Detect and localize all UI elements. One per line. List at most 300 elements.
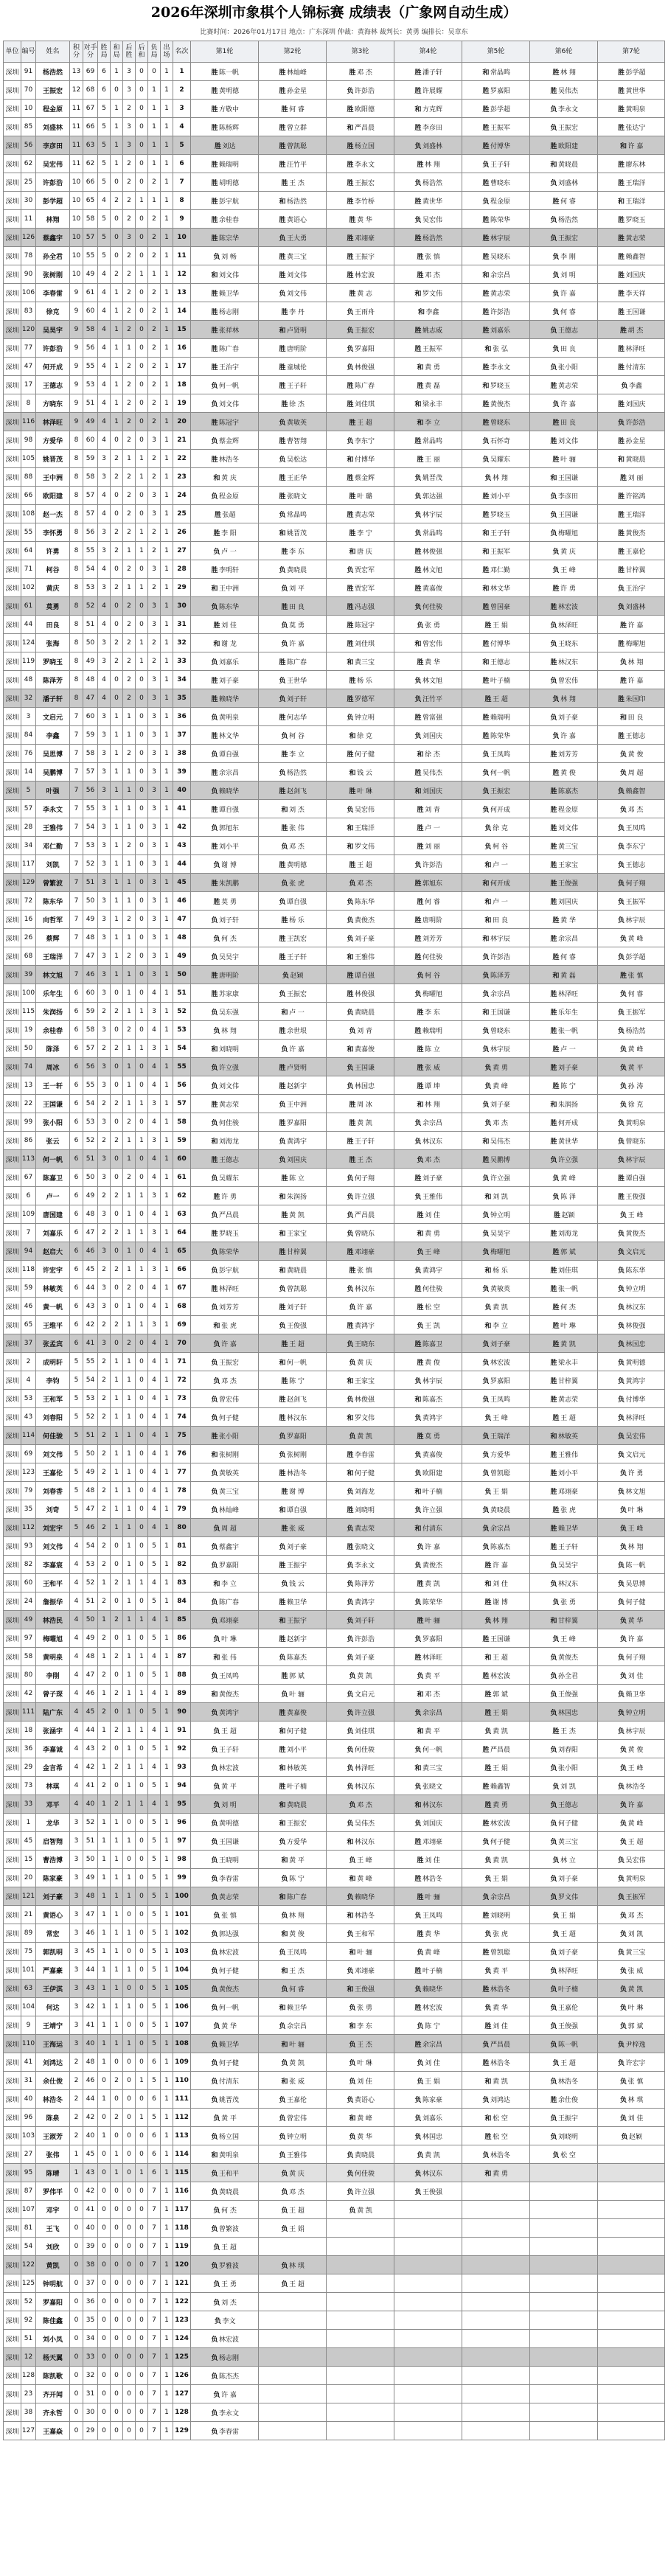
player-name: 王瑞洋 — [36, 947, 70, 966]
black-draws-cell: 0 — [136, 136, 148, 155]
round-outcome: 胜 — [279, 714, 286, 722]
round-opponent: 黄晓晨 — [286, 1267, 307, 1275]
round-result-cell — [530, 1795, 598, 1814]
rank-cell: 69 — [173, 1316, 191, 1334]
round-opponent: 曾晓东 — [625, 1138, 646, 1146]
round-result-cell — [327, 2293, 394, 2311]
round-opponent: 王瑞洋 — [490, 1433, 510, 1441]
number-cell: 37 — [21, 1334, 36, 1353]
round-result-cell — [327, 1261, 394, 1279]
opponent-score-cell: 47 — [83, 1666, 98, 1685]
table-row — [4, 800, 665, 818]
wins-cell: 2 — [98, 1261, 111, 1279]
number-cell: 14 — [21, 763, 36, 781]
round-outcome: 胜 — [347, 198, 354, 206]
round-result-cell — [191, 1427, 259, 1445]
round-outcome: 和 — [281, 1009, 288, 1017]
round-opponent: 付博华 — [354, 456, 375, 464]
round-outcome: 胜 — [349, 419, 356, 427]
round-result-cell — [394, 1648, 462, 1666]
round-opponent: 王 丽 — [425, 456, 440, 464]
round-opponent: 曾立群 — [286, 124, 307, 132]
round-result-cell — [462, 1113, 530, 1132]
played-cell: 1 — [161, 1040, 173, 1058]
player-name: 罗晓玉 — [36, 652, 70, 671]
round-opponent: 刘 佳 — [357, 2078, 372, 2086]
round-outcome: 胜 — [550, 1396, 557, 1404]
round-opponent: 林宏波 — [422, 2004, 442, 2012]
round-result-cell — [462, 2238, 530, 2256]
round-outcome: 负 — [211, 2078, 218, 2086]
round-outcome: 胜 — [347, 474, 354, 482]
round-opponent: 王晓东 — [557, 640, 578, 648]
round-opponent: 余宗昌 — [490, 271, 510, 279]
rank-cell: 113 — [173, 2127, 191, 2145]
round-opponent: 叶子楠 — [422, 1488, 442, 1496]
losses-cell: 7 — [148, 2182, 161, 2201]
player-name: 乐年生 — [36, 984, 70, 1003]
round-result-cell — [462, 1040, 530, 1058]
round-outcome: 胜 — [617, 179, 624, 187]
round-result-cell — [598, 726, 665, 745]
round-outcome: 负 — [552, 1174, 560, 1183]
round-opponent: 许 嘉 — [289, 1045, 305, 1054]
black-wins-cell: 2 — [123, 247, 136, 265]
round-result-cell — [598, 1758, 665, 1777]
round-opponent: 何子健 — [218, 1414, 239, 1422]
round-opponent: 赵新宇 — [286, 1082, 307, 1090]
round-result-cell — [462, 1666, 530, 1685]
round-opponent: 蔡金辉 — [354, 474, 375, 482]
round-opponent: 许立强 — [422, 1506, 442, 1514]
opponent-score-cell: 43 — [83, 1298, 98, 1316]
round-result-cell — [394, 1795, 462, 1814]
wins-cell: 4 — [98, 394, 111, 413]
column-header: 积分 — [70, 41, 83, 63]
round-outcome: 负 — [552, 1193, 560, 1201]
round-outcome: 负 — [279, 1838, 286, 1846]
black-draws-cell: 0 — [136, 321, 148, 339]
number-cell: 34 — [21, 837, 36, 855]
round-outcome: 胜 — [347, 382, 354, 390]
rank-cell: 10 — [173, 229, 191, 247]
round-outcome: 和 — [417, 363, 424, 372]
black-draws-cell: 1 — [136, 1132, 148, 1150]
round-result-cell — [462, 1242, 530, 1261]
round-result-cell — [327, 1851, 394, 1869]
round-opponent: 郭 斌 — [493, 1691, 508, 1699]
round-outcome: 胜 — [279, 1064, 286, 1072]
draws-cell: 0 — [111, 1205, 123, 1224]
round-result-cell — [191, 155, 259, 173]
score-cell: 8 — [70, 597, 83, 616]
wins-cell: 1 — [98, 1574, 111, 1592]
black-draws-cell: 0 — [136, 1334, 148, 1353]
round-opponent: 许彭浩 — [354, 87, 375, 95]
black-wins-cell: 2 — [123, 837, 136, 855]
number-cell: 31 — [21, 2072, 36, 2090]
round-opponent: 张小阳 — [218, 1433, 239, 1441]
round-result-cell — [259, 1611, 327, 1629]
played-cell: 1 — [161, 1851, 173, 1869]
round-outcome: 负 — [620, 769, 627, 777]
round-opponent: 付博华 — [490, 640, 510, 648]
round-outcome: 胜 — [484, 695, 492, 703]
opponent-score-cell: 42 — [83, 2109, 98, 2127]
round-result-cell — [327, 1150, 394, 1169]
round-result-cell — [462, 247, 530, 265]
round-opponent: 余宗昌 — [422, 2041, 442, 2049]
round-opponent: 刘 佳 — [493, 1580, 508, 1588]
round-opponent: 罗嘉阳 — [286, 1433, 307, 1441]
round-opponent: 王 峰 — [627, 1525, 644, 1533]
round-result-cell — [191, 1592, 259, 1611]
round-opponent: 林泽旺 — [557, 622, 578, 630]
round-result-cell — [530, 321, 598, 339]
round-outcome: 和 — [281, 2078, 288, 2086]
number-cell: 55 — [21, 523, 36, 542]
round-outcome: 和 — [279, 529, 286, 537]
round-result-cell — [327, 376, 394, 394]
round-opponent: 刘文伟 — [218, 271, 239, 279]
round-opponent: 曾宏伟 — [286, 2114, 307, 2123]
round-opponent: 叶 骊 — [425, 1617, 440, 1625]
round-opponent: 王家宝 — [354, 1377, 375, 1385]
round-result-cell — [327, 1998, 394, 2016]
round-result-cell — [259, 1132, 327, 1150]
losses-cell: 2 — [148, 413, 161, 431]
black-wins-cell: 2 — [123, 431, 136, 450]
rank-cell: 14 — [173, 302, 191, 321]
round-result-cell — [191, 1629, 259, 1648]
player-name: 黄一帆 — [36, 1298, 70, 1316]
draws-cell: 0 — [111, 1279, 123, 1298]
rank-cell: 121 — [173, 2274, 191, 2293]
black-wins-cell: 3 — [123, 136, 136, 155]
round-result-cell — [327, 2053, 394, 2072]
round-opponent: 李永文 — [490, 363, 510, 372]
black-draws-cell: 0 — [136, 1832, 148, 1851]
round-outcome: 负 — [617, 1027, 624, 1035]
round-result-cell — [530, 1427, 598, 1445]
losses-cell: 5 — [148, 1832, 161, 1851]
round-result-cell — [462, 781, 530, 800]
table-row — [4, 2219, 665, 2238]
player-name: 唐国建 — [36, 1205, 70, 1224]
round-outcome: 负 — [211, 1930, 218, 1938]
score-cell: 10 — [70, 229, 83, 247]
score-cell: 8 — [70, 560, 83, 579]
round-outcome: 负 — [211, 751, 218, 759]
draws-cell: 1 — [111, 708, 123, 726]
round-result-cell — [598, 837, 665, 855]
round-result-cell — [191, 192, 259, 210]
round-result-cell — [394, 652, 462, 671]
round-opponent: 林宏波 — [218, 1949, 239, 1957]
unit-cell: 深圳 — [4, 1943, 21, 1961]
round-result-cell — [191, 763, 259, 781]
round-opponent: 李 立 — [425, 419, 440, 427]
round-result-cell — [462, 837, 530, 855]
round-result-cell — [327, 1076, 394, 1095]
round-outcome: 和 — [347, 658, 354, 666]
round-outcome: 胜 — [482, 1820, 490, 1828]
opponent-score-cell: 50 — [83, 1611, 98, 1629]
round-result-cell — [530, 1648, 598, 1666]
round-result-cell — [530, 302, 598, 321]
losses-cell: 4 — [148, 1758, 161, 1777]
round-opponent: 黄志荣 — [557, 382, 578, 390]
round-opponent: 方爱华 — [286, 1838, 307, 1846]
round-result-cell — [191, 1150, 259, 1169]
round-outcome: 和 — [279, 1820, 286, 1828]
losses-cell: 4 — [148, 1611, 161, 1629]
losses-cell: 2 — [148, 339, 161, 358]
round-opponent: 卢 一 — [425, 824, 440, 832]
unit-cell: 深圳 — [4, 1095, 21, 1113]
round-outcome: 和 — [279, 1893, 286, 1901]
round-result-cell — [530, 1132, 598, 1150]
player-name: 刘文伟 — [36, 1537, 70, 1556]
black-wins-cell: 1 — [123, 1224, 136, 1242]
round-result-cell — [327, 2219, 394, 2238]
round-opponent: 王 峰 — [493, 1414, 508, 1422]
black-draws-cell: 0 — [136, 1519, 148, 1537]
round-outcome: 负 — [349, 1359, 356, 1367]
score-cell: 6 — [70, 1224, 83, 1242]
round-result-cell — [191, 1076, 259, 1095]
unit-cell: 深圳 — [4, 837, 21, 855]
round-outcome: 负 — [550, 1949, 557, 1957]
round-opponent: 许宏宇 — [625, 2059, 646, 2067]
round-outcome: 负 — [484, 1488, 492, 1496]
round-outcome: 负 — [281, 640, 288, 648]
round-opponent: 杨浩然 — [286, 198, 307, 206]
round-result-cell — [462, 2422, 530, 2440]
round-outcome: 胜 — [482, 640, 490, 648]
losses-cell: 7 — [148, 2201, 161, 2219]
round-result-cell — [394, 394, 462, 413]
round-outcome: 负 — [281, 2207, 288, 2215]
round-result-cell — [462, 947, 530, 966]
round-result-cell — [462, 136, 530, 155]
draws-cell: 1 — [111, 1943, 123, 1961]
losses-cell: 4 — [148, 1169, 161, 1187]
round-outcome: 负 — [347, 1009, 354, 1017]
round-result-cell — [598, 1869, 665, 1887]
player-name: 张树刚 — [36, 265, 70, 284]
black-draws-cell: 0 — [136, 1279, 148, 1298]
round-result-cell — [462, 1611, 530, 1629]
draws-cell: 0 — [111, 2330, 123, 2348]
table-row — [4, 431, 665, 450]
round-opponent: 李天祥 — [625, 290, 646, 298]
losses-cell: 4 — [148, 1334, 161, 1353]
number-cell: 22 — [21, 1095, 36, 1113]
wins-cell: 1 — [98, 2035, 111, 2053]
round-outcome: 和 — [417, 308, 425, 316]
round-result-cell — [327, 874, 394, 892]
round-outcome: 和 — [211, 585, 218, 593]
round-opponent: 付清东 — [625, 363, 646, 372]
table-row — [4, 2367, 665, 2385]
played-cell: 1 — [161, 874, 173, 892]
round-outcome: 胜 — [347, 603, 354, 611]
round-outcome: 负 — [620, 1672, 627, 1680]
round-opponent: 朱润扬 — [286, 1193, 307, 1201]
round-result-cell — [598, 1851, 665, 1869]
round-outcome: 胜 — [279, 492, 286, 501]
round-opponent: 赖瑞明 — [490, 714, 510, 722]
round-result-cell — [191, 1334, 259, 1353]
played-cell: 1 — [161, 1906, 173, 1924]
round-opponent: 王凯宏 — [286, 935, 307, 943]
draws-cell: 1 — [111, 1906, 123, 1924]
round-opponent: 唐明阶 — [218, 972, 239, 980]
round-outcome: 和 — [279, 1193, 286, 1201]
round-outcome: 胜 — [482, 234, 490, 243]
losses-cell: 5 — [148, 1666, 161, 1685]
table-row — [4, 413, 665, 431]
black-draws-cell: 0 — [136, 1482, 148, 1500]
table-row — [4, 2238, 665, 2256]
round-result-cell — [530, 2274, 598, 2293]
round-outcome: 负 — [211, 1506, 218, 1514]
black-draws-cell: 1 — [136, 542, 148, 560]
black-draws-cell: 0 — [136, 1851, 148, 1869]
round-opponent: 陈一帆 — [625, 1562, 646, 1570]
round-opponent: 林浩冬 — [625, 1783, 646, 1791]
opponent-score-cell: 55 — [83, 358, 98, 376]
played-cell: 1 — [161, 2016, 173, 2035]
opponent-score-cell: 58 — [83, 210, 98, 229]
round-opponent: 常晶鸣 — [286, 511, 307, 519]
opponent-score-cell: 47 — [83, 1906, 98, 1924]
round-opponent: 林浩冬 — [490, 2059, 510, 2067]
black-wins-cell: 0 — [123, 2367, 136, 2385]
round-result-cell — [394, 2293, 462, 2311]
round-opponent: 李 立 — [493, 1322, 508, 1330]
round-result-cell — [598, 2385, 665, 2403]
number-cell: 129 — [21, 874, 36, 892]
round-opponent: 林国忠 — [625, 1340, 646, 1348]
black-wins-cell: 0 — [123, 2201, 136, 2219]
round-opponent: 王振军 — [625, 1009, 646, 1017]
round-result-cell — [259, 1353, 327, 1371]
round-opponent: 黄三宝 — [557, 1838, 578, 1846]
round-opponent: 黄俊杰 — [490, 400, 510, 408]
round-opponent: 苏家康 — [218, 990, 239, 998]
round-result-cell — [327, 1832, 394, 1851]
round-result-cell — [530, 192, 598, 210]
round-result-cell — [530, 1537, 598, 1556]
score-cell: 10 — [70, 192, 83, 210]
score-cell: 5 — [70, 1445, 83, 1463]
number-cell: 88 — [21, 468, 36, 487]
rank-cell: 34 — [173, 671, 191, 689]
round-opponent: 王德志 — [490, 658, 510, 666]
round-result-cell — [327, 1500, 394, 1519]
round-result-cell — [462, 671, 530, 689]
opponent-score-cell: 50 — [83, 1851, 98, 1869]
round-outcome: 胜 — [552, 1414, 560, 1422]
losses-cell: 7 — [148, 2403, 161, 2422]
round-outcome: 胜 — [347, 253, 354, 261]
unit-cell: 深圳 — [4, 1924, 21, 1943]
round-outcome: 负 — [414, 1783, 422, 1791]
round-result-cell — [259, 781, 327, 800]
rank-cell: 103 — [173, 1943, 191, 1961]
unit-cell: 深圳 — [4, 63, 21, 81]
unit-cell: 深圳 — [4, 1279, 21, 1298]
rank-cell: 50 — [173, 966, 191, 984]
round-opponent: 王 超 — [289, 2280, 305, 2288]
round-opponent: 常晶鸣 — [422, 437, 442, 445]
round-outcome: 胜 — [417, 161, 424, 169]
player-name: 何开成 — [36, 358, 70, 376]
round-result-cell — [394, 1851, 462, 1869]
table-row — [4, 1611, 665, 1629]
round-outcome: 负 — [620, 1820, 627, 1828]
round-opponent: 黄 凯 — [493, 1303, 508, 1312]
round-opponent: 陈 立 — [425, 1045, 440, 1054]
score-cell: 6 — [70, 984, 83, 1003]
player-name: 刘鸿达 — [36, 2053, 70, 2072]
round-opponent: 黄俊杰 — [354, 916, 375, 925]
round-opponent: 曾宏伟 — [422, 640, 442, 648]
round-opponent: 王 娟 — [560, 1912, 576, 1920]
round-result-cell — [394, 339, 462, 358]
number-cell: 105 — [21, 450, 36, 468]
round-result-cell — [191, 2072, 259, 2090]
round-outcome: 胜 — [347, 271, 354, 279]
round-opponent: 赵剑飞 — [286, 787, 307, 796]
table-row — [4, 81, 665, 100]
round-result-cell — [259, 671, 327, 689]
round-result-cell — [598, 1298, 665, 1316]
round-opponent: 林 翔 — [560, 69, 576, 77]
player-name: 梅曜旭 — [36, 1629, 70, 1648]
black-draws-cell: 0 — [136, 2422, 148, 2440]
round-outcome: 负 — [279, 290, 286, 298]
round-result-cell — [394, 1961, 462, 1980]
round-opponent: 李 立 — [289, 751, 305, 759]
played-cell: 1 — [161, 1076, 173, 1095]
round-opponent: 郭 斌 — [560, 1248, 576, 1256]
round-outcome: 负 — [282, 972, 289, 980]
draws-cell: 1 — [111, 358, 123, 376]
black-wins-cell: 1 — [123, 1298, 136, 1316]
black-wins-cell: 0 — [123, 2145, 136, 2164]
round-opponent: 黄志荣 — [557, 1396, 578, 1404]
losses-cell: 5 — [148, 1556, 161, 1574]
opponent-score-cell: 65 — [83, 192, 98, 210]
round-outcome: 负 — [347, 345, 354, 353]
played-cell: 1 — [161, 1556, 173, 1574]
black-draws-cell: 0 — [136, 726, 148, 745]
round-result-cell — [191, 1740, 259, 1758]
round-opponent: 田 良 — [560, 345, 576, 353]
wins-cell: 0 — [98, 2164, 111, 2182]
round-opponent: 吴宏伟 — [422, 216, 442, 224]
round-result-cell — [327, 413, 394, 431]
round-outcome: 和 — [347, 124, 354, 132]
round-outcome: 负 — [279, 511, 286, 519]
table-row — [4, 579, 665, 597]
round-opponent: 王嘉伦 — [557, 2004, 578, 2012]
round-result-cell — [530, 2330, 598, 2348]
played-cell: 1 — [161, 1261, 173, 1279]
